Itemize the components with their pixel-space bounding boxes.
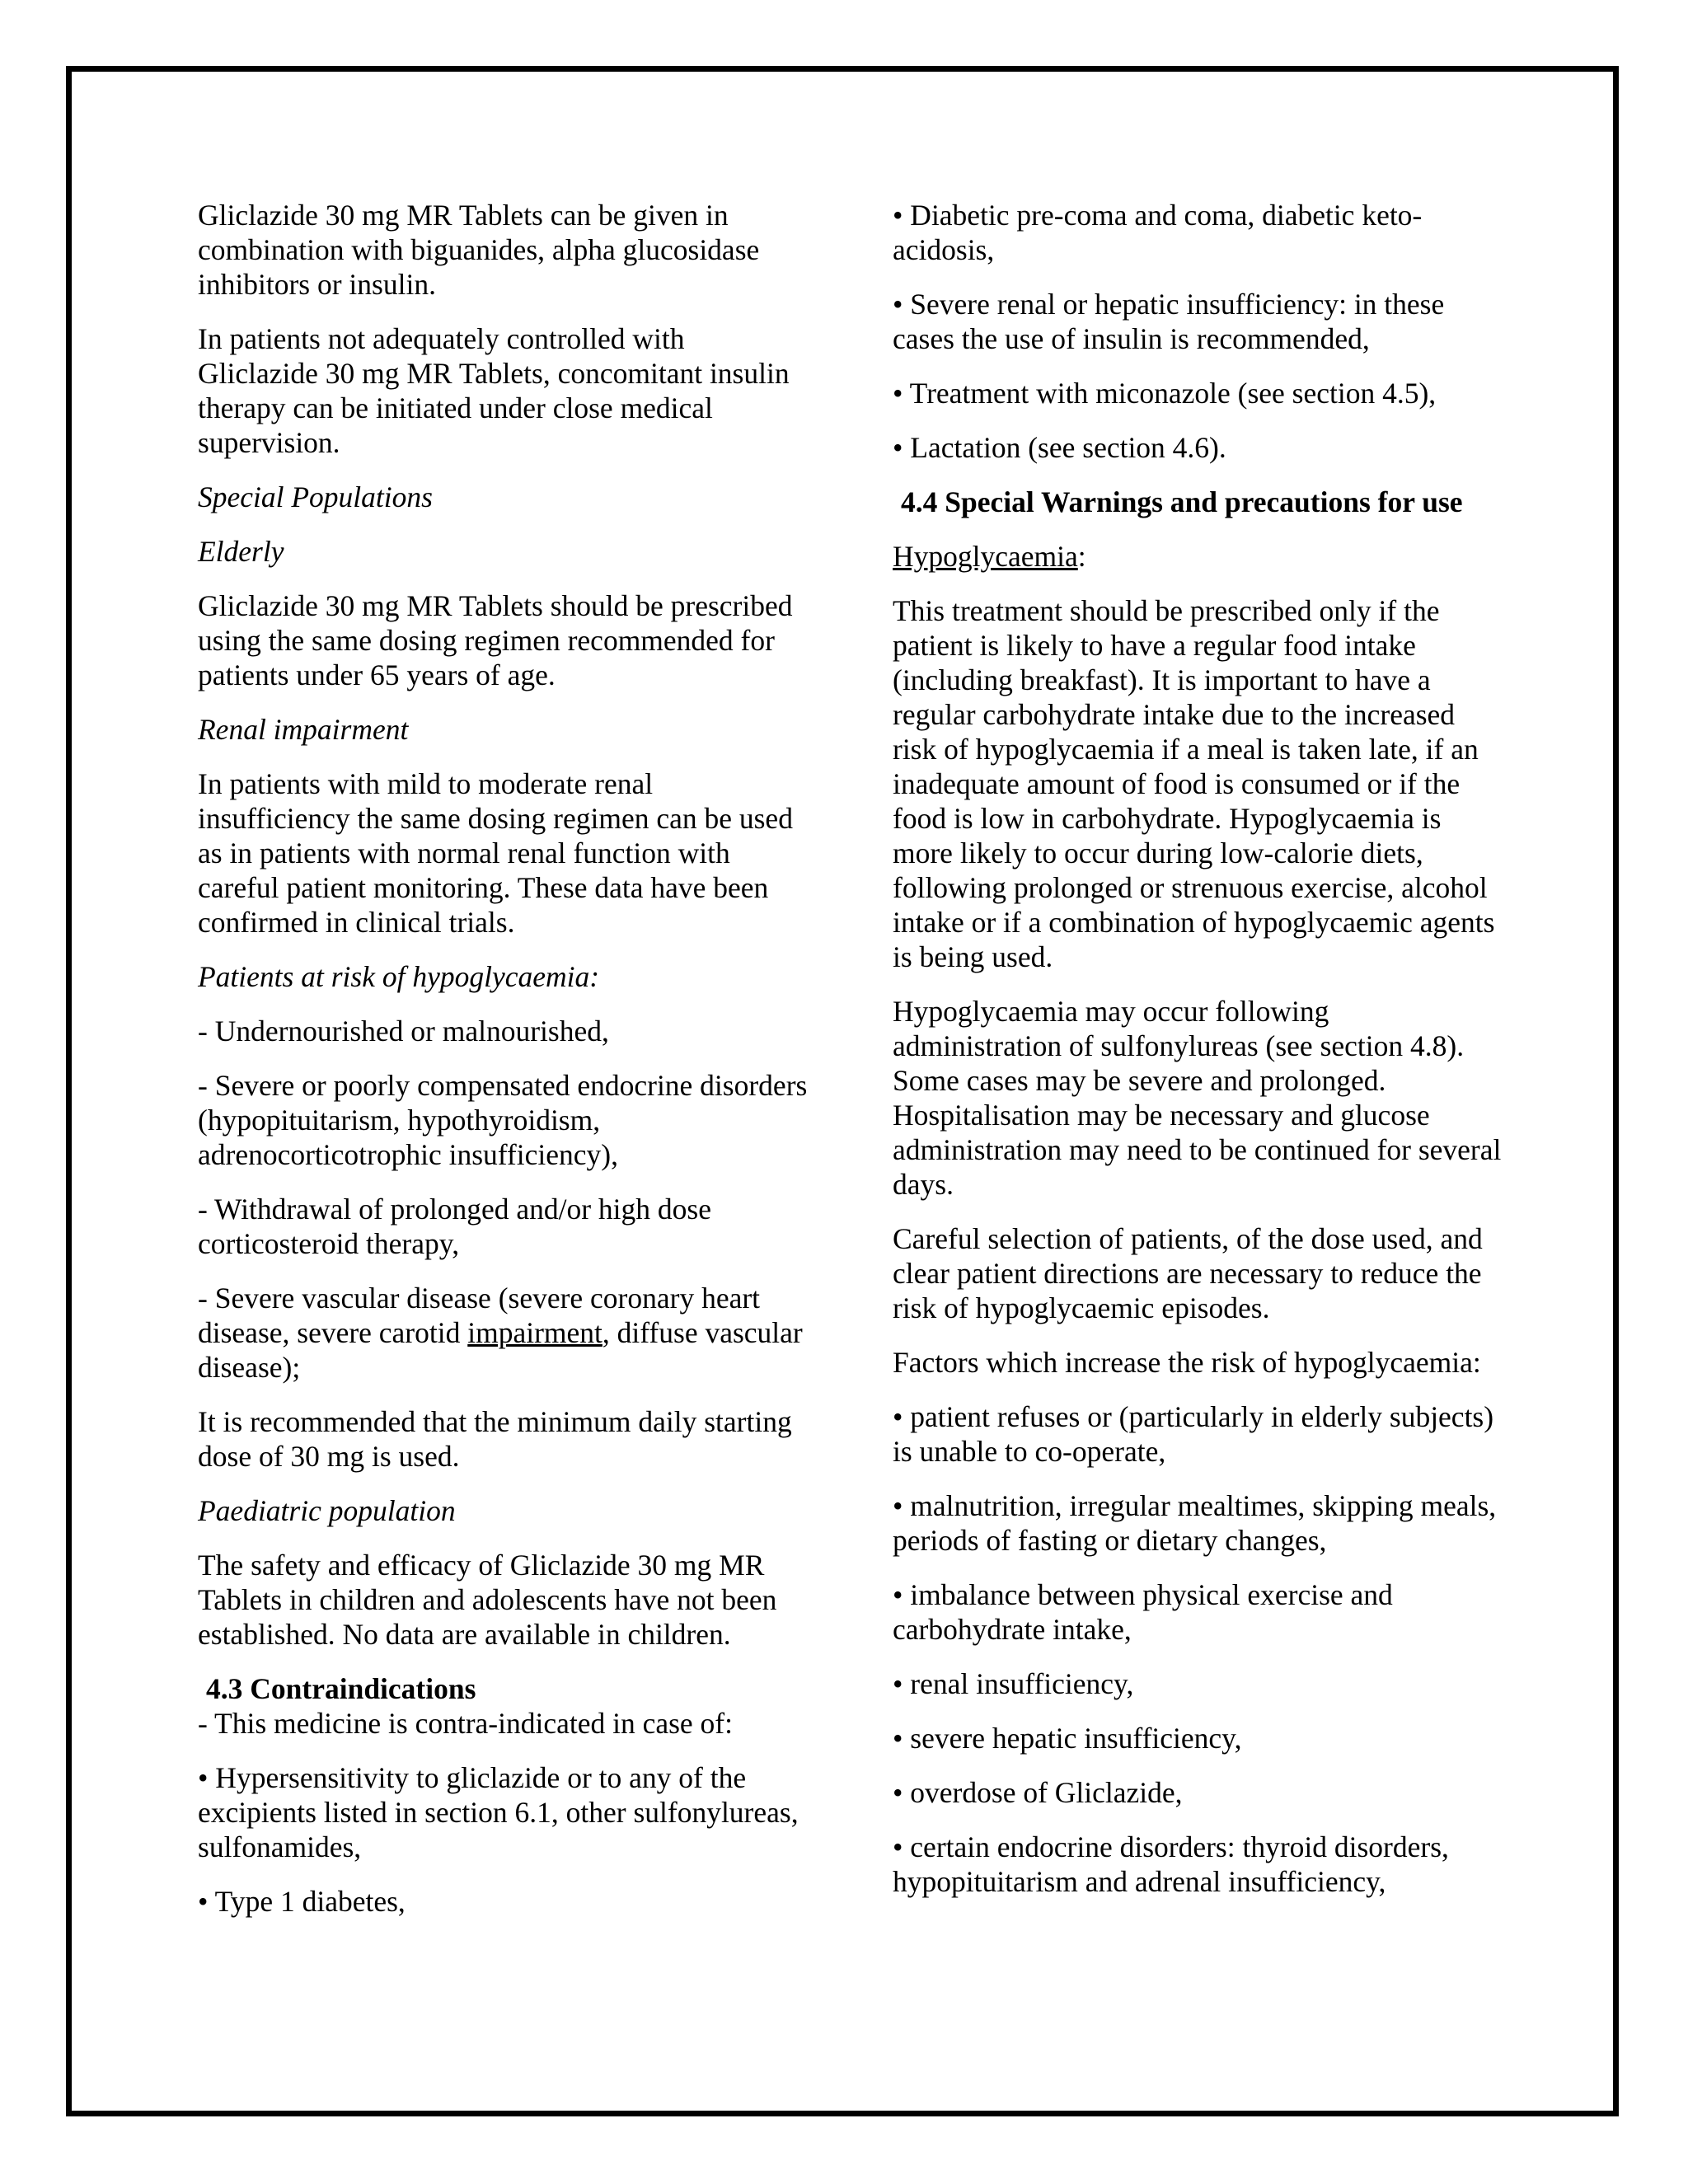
subheading-renal-impairment: Renal impairment [198, 713, 409, 746]
right-column [893, 198, 1503, 1919]
paragraph-hypo-2: Hypoglycaemia may occur following administration of sulfonylureas (see section 4.8). Some cases may be severe and prolonged. Hospitalisation may be necessary and glucose administration may need to be continued for several days. [893, 995, 1502, 1201]
subheading-special-populations: Special Populations [198, 480, 433, 513]
list-item-factor-4: • renal insufficiency, [893, 1667, 1134, 1700]
list-item-factor-1: • patient refuses or (particularly in elderly subjects) is unable to co-operate, [893, 1400, 1494, 1468]
list-item-contra-3: • Diabetic pre-coma and coma, diabetic keto-acidosis, [893, 199, 1423, 266]
hypoglycaemia-colon: : [1077, 540, 1086, 573]
section-heading-warnings: 4.4 Special Warnings and precautions for use [901, 485, 1463, 518]
paragraph-elderly: Gliclazide 30 mg MR Tablets should be prescribed using the same dosing regimen recommended for patients under 65 years of age. [198, 589, 793, 691]
list-item-risk-1: - Undernourished or malnourished, [198, 1015, 609, 1047]
subheading-paediatric: Paediatric population [198, 1494, 456, 1527]
subheading-elderly: Elderly [198, 535, 284, 568]
list-item-contra-5: • Treatment with miconazole (see section 4.5), [893, 377, 1437, 410]
paragraph-paediatric: The safety and efficacy of Gliclazide 30 mg MR Tablets in children and adolescents have not been established. No data are available in children. [198, 1549, 777, 1651]
list-item-factor-7: • certain endocrine disorders: thyroid disorders, hypopituitarism and adrenal insufficiency, [893, 1830, 1449, 1898]
list-item-risk-2: - Severe or poorly compensated endocrine disorders (hypopituitarism, hypothyroidism, adrenocorticotrophic insufficiency), [198, 1069, 808, 1171]
left-column [198, 198, 808, 1938]
subheading-hypoglycaemia [893, 539, 1503, 574]
paragraph-contra-intro: - This medicine is contra-indicated in case of: [198, 1707, 733, 1740]
paragraph-hypo-1: This treatment should be prescribed only if the patient is likely to have a regular food intake (including breakfast). It is important to have a regular carbohydrate intake due to the increased risk of hypoglycaemia if a meal is taken late, if an inadequate amount of food is consumed or if the food is low in carbohydrate. Hypoglycaemia is more likely to occur during low-calorie diets, following prolonged or strenuous exercise, alcohol intake or if a combination of hypoglycaemic agents is being used. [893, 594, 1495, 973]
list-item-contra-1: • Hypersensitivity to gliclazide or to any of the excipients listed in section 6.1, other sulfonylureas, sulfonamides, [198, 1761, 799, 1863]
list-item-factor-3: • imbalance between physical exercise and carbohydrate intake, [893, 1578, 1393, 1646]
paragraph-minimum-dose: It is recommended that the minimum daily starting dose of 30 mg is used. [198, 1405, 792, 1473]
list-item-contra-2: • Type 1 diabetes, [198, 1885, 406, 1918]
paragraph-combination: Gliclazide 30 mg MR Tablets can be given in combination with biguanides, alpha glucosidase inhibitors or insulin. [198, 199, 760, 301]
list-item-risk-4 [198, 1281, 808, 1385]
list-item-contra-6: • Lactation (see section 4.6). [893, 431, 1226, 464]
list-item-risk-3: - Withdrawal of prolonged and/or high dose corticosteroid therapy, [198, 1193, 711, 1260]
paragraph-hypo-3: Careful selection of patients, of the dose used, and clear patient directions are necessary to reduce the risk of hypoglycaemic episodes. [893, 1222, 1483, 1324]
list-item-contra-4: • Severe renal or hepatic insufficiency: in these cases the use of insulin is recommended, [893, 288, 1445, 355]
hypoglycaemia-label: Hypoglycaemia [893, 540, 1078, 573]
paragraph-factors: Factors which increase the risk of hypoglycaemia: [893, 1346, 1481, 1379]
risk-4-text-start: - Severe vascular disease (severe coronary heart disease, severe carotid [198, 1282, 761, 1349]
list-item-factor-2: • malnutrition, irregular mealtimes, skipping meals, periods of fasting or dietary changes, [893, 1489, 1497, 1557]
subheading-patients-at-risk: Patients at risk of hypoglycaemia: [198, 960, 600, 993]
list-item-factor-6: • overdose of Gliclazide, [893, 1776, 1183, 1809]
list-item-factor-5: • severe hepatic insufficiency, [893, 1722, 1242, 1755]
risk-4-text-end: , diffuse vascular disease); [198, 1316, 803, 1384]
underlined-impairment: impairment [467, 1316, 603, 1349]
paragraph-concomitant-insulin: In patients not adequately controlled with Gliclazide 30 mg MR Tablets, concomitant insulin therapy can be initiated under close medical supervision. [198, 322, 790, 459]
section-heading-contraindications: 4.3 Contraindications [206, 1672, 476, 1705]
paragraph-renal: In patients with mild to moderate renal insufficiency the same dosing regimen can be used as in patients with normal renal function with careful patient monitoring. These data have been confirmed in clinical trials. [198, 767, 793, 939]
